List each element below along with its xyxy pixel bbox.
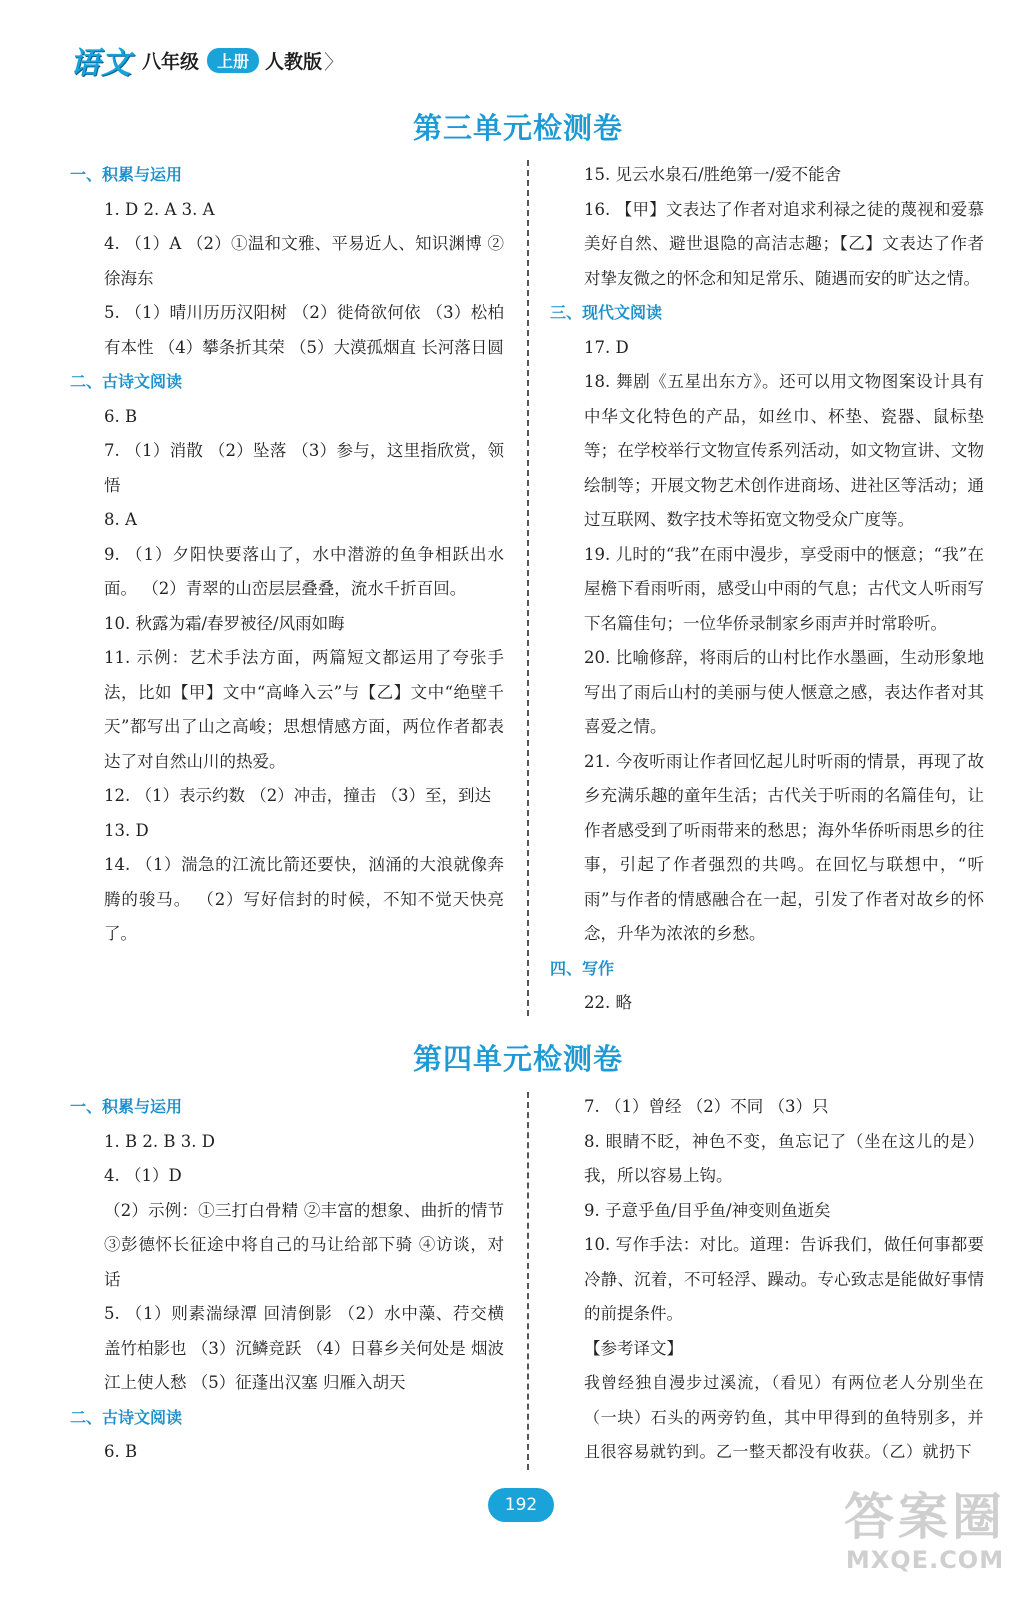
unit4-right-column: [550, 1090, 984, 1470]
answer-item: 10. 写作手法：对比。道理：告诉我们，做任何事都要冷静、沉着，不可轻浮、躁动。专心致志是能做好事情的前提条件。: [584, 1235, 984, 1323]
answer-item: 5. （1）则素湍绿潭 回清倒影 （2）水中藻、荇交横 盖竹柏影也 （3）沉鳞竞跃 （4）日暮乡关何处是 烟波江上使人愁 （5）征蓬出汉塞 归雁入胡天: [104, 1304, 504, 1392]
answer-item: 20. 比喻修辞，将雨后的山村比作水墨画，生动形象地写出了雨后山村的美丽与使人惬意之感，表达作者对其喜爱之情。: [584, 648, 984, 736]
unit3-left-column: [70, 158, 504, 952]
answer-item: 8. 眼睛不眨，神色不变，鱼忘记了（坐在这儿的是）我，所以容易上钩。: [584, 1131, 984, 1185]
translation-text: 我曾经独自漫步过溪流，（看见）有两位老人分别坐在（一块）石头的两旁钓鱼，其中甲得到的鱼特别多，并且很容易就钓到。乙一整天都没有收获。（乙）就扔下: [584, 1373, 984, 1461]
answer-item: 12. （1）表示约数 （2）冲击，撞击 （3）至，到达: [104, 786, 491, 805]
answer-item: 7. （1）消散 （2）坠落 （3）参与，这里指欣赏，领悟: [104, 441, 504, 495]
answer-item: 4. （1）A （2）①温和文雅、平易近人、知识渊博 ②徐海东: [104, 234, 504, 288]
edition-label: 人教版: [265, 50, 323, 73]
series-brand: [70, 40, 344, 80]
answer-item: 9. 子意乎鱼/目乎鱼/神变则鱼逝矣: [584, 1200, 831, 1220]
answer-item: 5. （1）晴川历历汉阳树 （2）徙倚欲何依 （3）松柏有本性 （4）攀条折其荣 （5）大漠孤烟直 长河落日圆: [104, 303, 504, 357]
section-heading: 四、写作: [550, 958, 615, 978]
answer-item: 1. D 2. A 3. A: [104, 199, 215, 219]
answer-item: 21. 今夜听雨让作者回忆起儿时听雨的情景，再现了故乡充满乐趣的童年生活；古代关于听雨的名篇佳句，让作者感受到了听雨带来的愁思；海外华侨听雨思乡的往事，引起了作者强烈的共鸣。在回忆与联想中，“听雨”与作者的情感融合在一起，引发了作者对故乡的怀念，升华为浓浓的乡愁。: [584, 751, 984, 943]
unit4-left-column: [70, 1090, 504, 1470]
unit3-right-column: [550, 158, 984, 1021]
section-heading: 一、积累与运用: [70, 165, 183, 184]
answer-item: 7. （1）曾经 （2）不同 （3）只: [584, 1097, 829, 1116]
answer-item: 13. D: [104, 820, 149, 840]
answer-item: 【参考译文】: [584, 1338, 683, 1358]
unit4-title: 第四单元检测卷: [412, 1042, 623, 1076]
answer-item: 10. 秋露为霜/春罗被径/风雨如晦: [104, 613, 345, 633]
answer-item: 6. B: [104, 1442, 138, 1461]
grade-label: 八年级: [142, 50, 200, 73]
watermark-text: 答案圈: [844, 1488, 1006, 1546]
answer-item: 8. A: [104, 510, 137, 529]
answer-item: 4. （1）D: [104, 1166, 182, 1185]
answer-item: 15. 见云水泉石/胜绝第一/爱不能舍: [584, 165, 842, 184]
unit3-title: 第三单元检测卷: [412, 111, 623, 145]
page-number: 192: [488, 1488, 554, 1522]
section-heading: 一、积累与运用: [70, 1097, 183, 1116]
answer-item: 1. B 2. B 3. D: [104, 1131, 215, 1151]
volume-badge: 上册: [207, 48, 259, 73]
chevron-right-icon: 〉: [324, 49, 345, 74]
section-heading: 三、现代文阅读: [550, 303, 663, 322]
answer-item: 6. B: [104, 406, 138, 426]
answer-item: （2）示例：①三打白骨精 ②丰富的想象、曲折的情节 ③彭德怀长征途中将自己的马让给部下骑 ④访谈，对话: [104, 1200, 504, 1289]
answer-item: 18. 舞剧《五星出东方》。还可以用文物图案设计具有中华文化特色的产品，如丝巾、杯垫、瓷器、鼠标垫等；在学校举行文物宣传系列活动，如文物宣讲、文物绘制等；开展文物艺术创作进商场、进社区等活动；通过互联网、数字技术等拓宽文物受众广度等。: [584, 372, 984, 529]
answer-item: 22. 略: [584, 993, 632, 1012]
answer-item: 19. 儿时的“我”在雨中漫步，享受雨中的惬意；“我”在屋檐下看雨听雨，感受山中雨的气息；古代文人听雨写下名篇佳句；一位华侨录制家乡雨声并时常聆听。: [584, 544, 984, 633]
section-heading: 二、古诗文阅读: [70, 372, 183, 391]
series-logo: 语文: [70, 46, 132, 81]
answer-item: 17. D: [584, 337, 629, 357]
watermark-url: MXQE.COM: [845, 1546, 1005, 1574]
column-divider: [527, 160, 529, 1016]
watermark-logo: [840, 1488, 1010, 1588]
answer-item: 16. 【甲】文表达了作者对追求利禄之徒的蔑视和爱慕美好自然、避世退隐的高洁志趣；【乙】文表达了作者对挚友微之的怀念和知足常乐、随遇而安的旷达之情。: [584, 199, 984, 288]
column-divider: [527, 1092, 529, 1470]
answer-item: 9. （1）夕阳快要落山了，水中潜游的鱼争相跃出水面。 （2）青翠的山峦层层叠叠，流水千折百回。: [104, 544, 504, 598]
answer-item: 14. （1）湍急的江流比箭还要快，汹涌的大浪就像奔腾的骏马。 （2）写好信封的时候，不知不觉天快亮了。: [104, 855, 504, 943]
section-heading: 二、古诗文阅读: [70, 1407, 183, 1427]
answer-item: 11. 示例：艺术手法方面，两篇短文都运用了夸张手法，比如【甲】文中“高峰入云”与【乙】文中“绝壁千天”都写出了山之高峻；思想情感方面，两位作者都表达了对自然山川的热爱。: [104, 648, 504, 771]
